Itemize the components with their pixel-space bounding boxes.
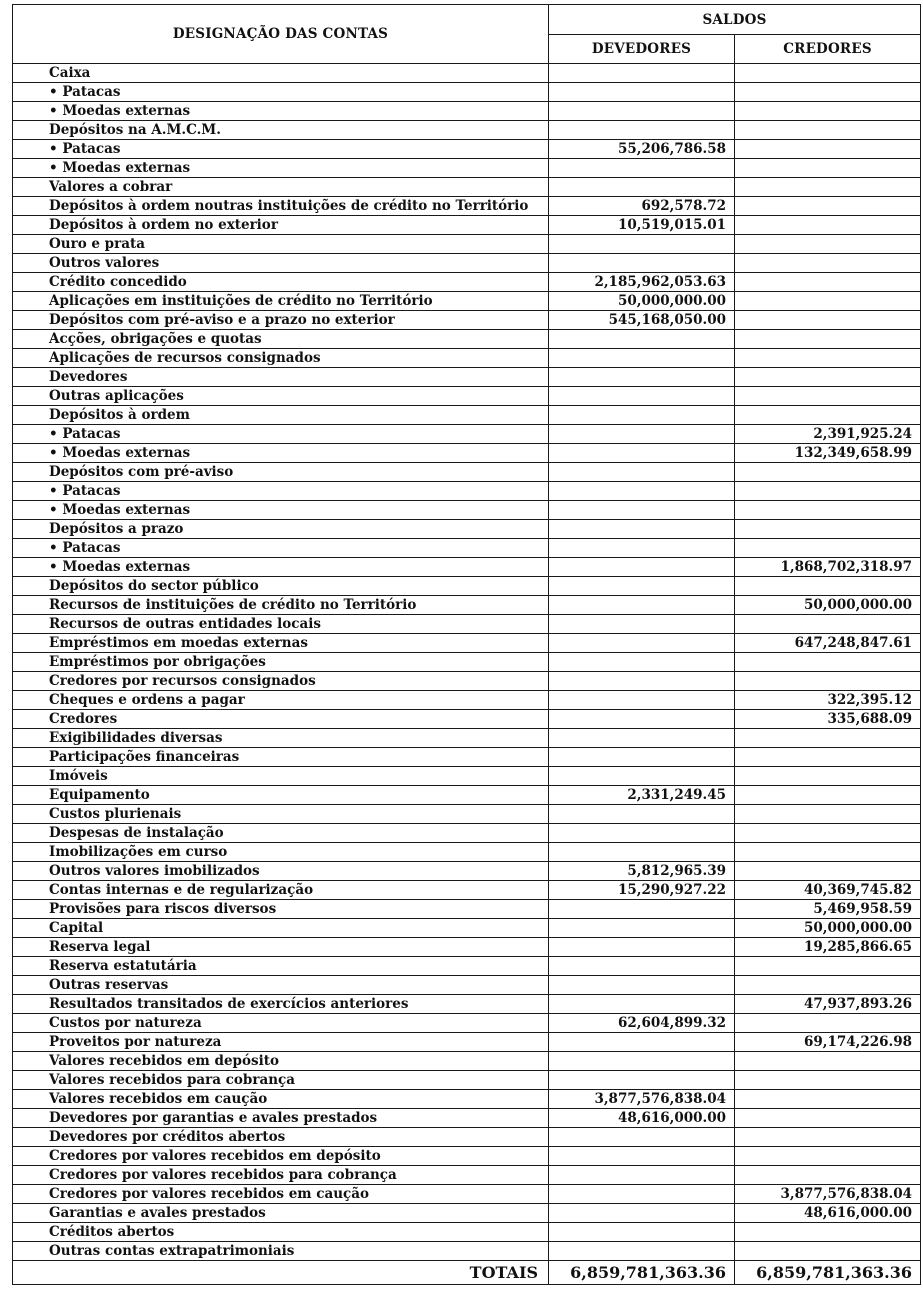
account-label: • Moedas externas xyxy=(13,501,549,520)
header-saldos: SALDOS xyxy=(549,5,921,35)
account-label: Devedores por garantias e avales prestados xyxy=(13,1109,549,1128)
account-label: Depósitos à ordem xyxy=(13,406,549,425)
credores-value xyxy=(735,824,921,843)
credores-value xyxy=(735,539,921,558)
credores-value xyxy=(735,387,921,406)
account-label: Custos plurienais xyxy=(13,805,549,824)
credores-value xyxy=(735,957,921,976)
credores-value xyxy=(735,501,921,520)
table-row xyxy=(13,615,921,634)
devedores-value xyxy=(549,1147,735,1166)
table-row xyxy=(13,1033,921,1052)
account-label: Proveitos por natureza xyxy=(13,1033,549,1052)
table-row xyxy=(13,653,921,672)
devedores-value xyxy=(549,64,735,83)
account-label: Contas internas e de regularização xyxy=(13,881,549,900)
table-row xyxy=(13,178,921,197)
table-row xyxy=(13,805,921,824)
table-row xyxy=(13,786,921,805)
account-label: Reserva legal xyxy=(13,938,549,957)
credores-value xyxy=(735,1014,921,1033)
account-label: Depósitos com pré-aviso xyxy=(13,463,549,482)
account-label: • Moedas externas xyxy=(13,102,549,121)
account-label: Depósitos com pré-aviso e a prazo no exterior xyxy=(13,311,549,330)
account-label: • Moedas externas xyxy=(13,159,549,178)
table-row xyxy=(13,539,921,558)
devedores-value xyxy=(549,1071,735,1090)
table-row xyxy=(13,710,921,729)
account-label: • Moedas externas xyxy=(13,444,549,463)
account-label: • Patacas xyxy=(13,83,549,102)
table-row xyxy=(13,767,921,786)
devedores-value xyxy=(549,577,735,596)
credores-value: 132,349,658.99 xyxy=(735,444,921,463)
table-row xyxy=(13,463,921,482)
account-label: Cheques e ordens a pagar xyxy=(13,691,549,710)
devedores-value xyxy=(549,520,735,539)
account-label: Credores xyxy=(13,710,549,729)
credores-value xyxy=(735,976,921,995)
devedores-value xyxy=(549,919,735,938)
totals-label: TOTAIS xyxy=(13,1261,549,1285)
table-row xyxy=(13,216,921,235)
account-label: Credores por valores recebidos para cobrança xyxy=(13,1166,549,1185)
devedores-value xyxy=(549,558,735,577)
credores-value xyxy=(735,1223,921,1242)
devedores-value xyxy=(549,596,735,615)
account-label: Exigibilidades diversas xyxy=(13,729,549,748)
credores-value xyxy=(735,121,921,140)
devedores-value xyxy=(549,957,735,976)
header-devedores: DEVEDORES xyxy=(549,35,735,64)
table-row xyxy=(13,1223,921,1242)
credores-value: 2,391,925.24 xyxy=(735,425,921,444)
table-row xyxy=(13,596,921,615)
devedores-value xyxy=(549,729,735,748)
account-label: • Moedas externas xyxy=(13,558,549,577)
credores-value xyxy=(735,862,921,881)
table-row xyxy=(13,672,921,691)
devedores-value xyxy=(549,159,735,178)
devedores-value: 2,331,249.45 xyxy=(549,786,735,805)
devedores-value xyxy=(549,1223,735,1242)
table-row xyxy=(13,957,921,976)
credores-value xyxy=(735,577,921,596)
account-label: Provisões para riscos diversos xyxy=(13,900,549,919)
account-label: Valores recebidos para cobrança xyxy=(13,1071,549,1090)
devedores-value xyxy=(549,843,735,862)
devedores-value: 3,877,576,838.04 xyxy=(549,1090,735,1109)
credores-value xyxy=(735,102,921,121)
devedores-value: 545,168,050.00 xyxy=(549,311,735,330)
account-label: Valores recebidos em caução xyxy=(13,1090,549,1109)
account-label: Imóveis xyxy=(13,767,549,786)
account-label: Devedores xyxy=(13,368,549,387)
devedores-value xyxy=(549,824,735,843)
table-header xyxy=(13,5,921,64)
account-label: Outros valores xyxy=(13,254,549,273)
table-row xyxy=(13,1014,921,1033)
table-row xyxy=(13,1090,921,1109)
devedores-value xyxy=(549,235,735,254)
account-label: Depósitos à ordem noutras instituições de crédito no Território xyxy=(13,197,549,216)
account-label: Aplicações de recursos consignados xyxy=(13,349,549,368)
devedores-value xyxy=(549,254,735,273)
devedores-value xyxy=(549,653,735,672)
header-credores: CREDORES xyxy=(735,35,921,64)
devedores-value xyxy=(549,501,735,520)
table-row xyxy=(13,900,921,919)
table-row xyxy=(13,1071,921,1090)
devedores-value xyxy=(549,1204,735,1223)
table-row xyxy=(13,349,921,368)
accounts-table xyxy=(12,4,921,1285)
account-label: Resultados transitados de exercícios anteriores xyxy=(13,995,549,1014)
account-label: Reserva estatutária xyxy=(13,957,549,976)
table-row xyxy=(13,1185,921,1204)
devedores-value xyxy=(549,368,735,387)
header-designacao: DESIGNAÇÃO DAS CONTAS xyxy=(13,5,549,64)
account-label: Depósitos do sector público xyxy=(13,577,549,596)
credores-value xyxy=(735,1052,921,1071)
account-label: Outras aplicações xyxy=(13,387,549,406)
account-label: Imobilizações em curso xyxy=(13,843,549,862)
account-label: Participações financeiras xyxy=(13,748,549,767)
account-label: Equipamento xyxy=(13,786,549,805)
table-row xyxy=(13,235,921,254)
credores-value xyxy=(735,786,921,805)
devedores-value xyxy=(549,387,735,406)
credores-value xyxy=(735,349,921,368)
account-label: Devedores por créditos abertos xyxy=(13,1128,549,1147)
devedores-value xyxy=(549,995,735,1014)
devedores-value: 15,290,927.22 xyxy=(549,881,735,900)
table-row xyxy=(13,406,921,425)
credores-value xyxy=(735,1071,921,1090)
credores-value xyxy=(735,64,921,83)
devedores-value xyxy=(549,425,735,444)
credores-value: 5,469,958.59 xyxy=(735,900,921,919)
table-row xyxy=(13,1109,921,1128)
devedores-value xyxy=(549,349,735,368)
table-row xyxy=(13,520,921,539)
account-label: Outras contas extrapatrimoniais xyxy=(13,1242,549,1261)
credores-value xyxy=(735,406,921,425)
account-label: Depósitos na A.M.C.M. xyxy=(13,121,549,140)
credores-value xyxy=(735,254,921,273)
credores-value xyxy=(735,216,921,235)
credores-value xyxy=(735,330,921,349)
table-row xyxy=(13,368,921,387)
table-row xyxy=(13,691,921,710)
credores-value xyxy=(735,805,921,824)
totals-devedores: 6,859,781,363.36 xyxy=(549,1261,735,1285)
table-row xyxy=(13,444,921,463)
devedores-value xyxy=(549,330,735,349)
devedores-value xyxy=(549,178,735,197)
table-row xyxy=(13,64,921,83)
credores-value xyxy=(735,178,921,197)
devedores-value xyxy=(549,406,735,425)
account-label: Garantias e avales prestados xyxy=(13,1204,549,1223)
devedores-value xyxy=(549,1033,735,1052)
table-row xyxy=(13,482,921,501)
devedores-value xyxy=(549,615,735,634)
account-label: Credores por valores recebidos em depósito xyxy=(13,1147,549,1166)
devedores-value: 2,185,962,053.63 xyxy=(549,273,735,292)
totals-credores: 6,859,781,363.36 xyxy=(735,1261,921,1285)
devedores-value xyxy=(549,444,735,463)
account-label: Empréstimos em moedas externas xyxy=(13,634,549,653)
devedores-value xyxy=(549,672,735,691)
table-row xyxy=(13,254,921,273)
devedores-value xyxy=(549,1128,735,1147)
devedores-value xyxy=(549,691,735,710)
table-row xyxy=(13,748,921,767)
credores-value: 19,285,866.65 xyxy=(735,938,921,957)
table-row xyxy=(13,1204,921,1223)
credores-value xyxy=(735,1128,921,1147)
table-row xyxy=(13,273,921,292)
devedores-value: 50,000,000.00 xyxy=(549,292,735,311)
table-row xyxy=(13,387,921,406)
credores-value: 335,688.09 xyxy=(735,710,921,729)
account-label: Caixa xyxy=(13,64,549,83)
devedores-value xyxy=(549,83,735,102)
credores-value: 69,174,226.98 xyxy=(735,1033,921,1052)
account-label: Recursos de outras entidades locais xyxy=(13,615,549,634)
credores-value: 1,868,702,318.97 xyxy=(735,558,921,577)
credores-value: 50,000,000.00 xyxy=(735,919,921,938)
credores-value xyxy=(735,843,921,862)
account-label: Credores por valores recebidos em caução xyxy=(13,1185,549,1204)
devedores-value: 55,206,786.58 xyxy=(549,140,735,159)
table-row xyxy=(13,1166,921,1185)
table-row xyxy=(13,634,921,653)
credores-value xyxy=(735,140,921,159)
credores-value xyxy=(735,292,921,311)
credores-value xyxy=(735,273,921,292)
table-row xyxy=(13,292,921,311)
table-row xyxy=(13,1147,921,1166)
table-row xyxy=(13,824,921,843)
devedores-value xyxy=(549,463,735,482)
account-label: Valores a cobrar xyxy=(13,178,549,197)
devedores-value xyxy=(549,748,735,767)
devedores-value xyxy=(549,482,735,501)
devedores-value xyxy=(549,900,735,919)
devedores-value xyxy=(549,710,735,729)
credores-value: 48,616,000.00 xyxy=(735,1204,921,1223)
table-row xyxy=(13,843,921,862)
devedores-value: 692,578.72 xyxy=(549,197,735,216)
account-label: Créditos abertos xyxy=(13,1223,549,1242)
table-row xyxy=(13,577,921,596)
credores-value xyxy=(735,1242,921,1261)
devedores-value: 48,616,000.00 xyxy=(549,1109,735,1128)
credores-value xyxy=(735,672,921,691)
devedores-value xyxy=(549,121,735,140)
table-row xyxy=(13,1242,921,1261)
account-label: Empréstimos por obrigações xyxy=(13,653,549,672)
table-row xyxy=(13,976,921,995)
table-row xyxy=(13,197,921,216)
devedores-value xyxy=(549,767,735,786)
table-row xyxy=(13,995,921,1014)
table-row xyxy=(13,311,921,330)
account-label: Depósitos a prazo xyxy=(13,520,549,539)
table-row xyxy=(13,121,921,140)
account-label: Depósitos à ordem no exterior xyxy=(13,216,549,235)
credores-value: 3,877,576,838.04 xyxy=(735,1185,921,1204)
table-row xyxy=(13,881,921,900)
credores-value: 47,937,893.26 xyxy=(735,995,921,1014)
devedores-value xyxy=(549,805,735,824)
account-label: Outras reservas xyxy=(13,976,549,995)
devedores-value xyxy=(549,634,735,653)
devedores-value xyxy=(549,1242,735,1261)
account-label: Valores recebidos em depósito xyxy=(13,1052,549,1071)
table-row xyxy=(13,102,921,121)
credores-value xyxy=(735,1147,921,1166)
credores-value xyxy=(735,463,921,482)
account-label: • Patacas xyxy=(13,482,549,501)
table-row xyxy=(13,140,921,159)
devedores-value: 5,812,965.39 xyxy=(549,862,735,881)
credores-value xyxy=(735,748,921,767)
credores-value xyxy=(735,1109,921,1128)
credores-value: 50,000,000.00 xyxy=(735,596,921,615)
account-label: Outros valores imobilizados xyxy=(13,862,549,881)
credores-value xyxy=(735,1090,921,1109)
account-label: • Patacas xyxy=(13,425,549,444)
credores-value xyxy=(735,197,921,216)
devedores-value xyxy=(549,1166,735,1185)
devedores-value xyxy=(549,1185,735,1204)
account-label: Recursos de instituições de crédito no Território xyxy=(13,596,549,615)
devedores-value: 62,604,899.32 xyxy=(549,1014,735,1033)
devedores-value xyxy=(549,102,735,121)
table-row xyxy=(13,729,921,748)
table-row xyxy=(13,862,921,881)
account-label: Credores por recursos consignados xyxy=(13,672,549,691)
credores-value: 647,248,847.61 xyxy=(735,634,921,653)
credores-value xyxy=(735,235,921,254)
balance-sheet xyxy=(12,4,920,1285)
credores-value xyxy=(735,368,921,387)
table-row xyxy=(13,1052,921,1071)
account-label: Capital xyxy=(13,919,549,938)
table-row xyxy=(13,501,921,520)
credores-value xyxy=(735,615,921,634)
devedores-value xyxy=(549,976,735,995)
table-row xyxy=(13,919,921,938)
table-row xyxy=(13,1128,921,1147)
account-label: Crédito concedido xyxy=(13,273,549,292)
devedores-value xyxy=(549,938,735,957)
credores-value xyxy=(735,83,921,102)
credores-value: 322,395.12 xyxy=(735,691,921,710)
account-label: Custos por natureza xyxy=(13,1014,549,1033)
table-row xyxy=(13,330,921,349)
credores-value xyxy=(735,520,921,539)
credores-value: 40,369,745.82 xyxy=(735,881,921,900)
credores-value xyxy=(735,159,921,178)
account-label: • Patacas xyxy=(13,140,549,159)
credores-value xyxy=(735,311,921,330)
table-row xyxy=(13,938,921,957)
credores-value xyxy=(735,653,921,672)
account-label: Aplicações em instituições de crédito no Território xyxy=(13,292,549,311)
credores-value xyxy=(735,482,921,501)
credores-value xyxy=(735,767,921,786)
table-row xyxy=(13,425,921,444)
devedores-value: 10,519,015.01 xyxy=(549,216,735,235)
table-row xyxy=(13,558,921,577)
account-label: Despesas de instalação xyxy=(13,824,549,843)
table-row xyxy=(13,83,921,102)
totals-row xyxy=(13,1261,921,1285)
account-label: Ouro e prata xyxy=(13,235,549,254)
devedores-value xyxy=(549,1052,735,1071)
devedores-value xyxy=(549,539,735,558)
account-label: • Patacas xyxy=(13,539,549,558)
table-body xyxy=(13,64,921,1261)
account-label: Acções, obrigações e quotas xyxy=(13,330,549,349)
credores-value xyxy=(735,729,921,748)
credores-value xyxy=(735,1166,921,1185)
table-row xyxy=(13,159,921,178)
